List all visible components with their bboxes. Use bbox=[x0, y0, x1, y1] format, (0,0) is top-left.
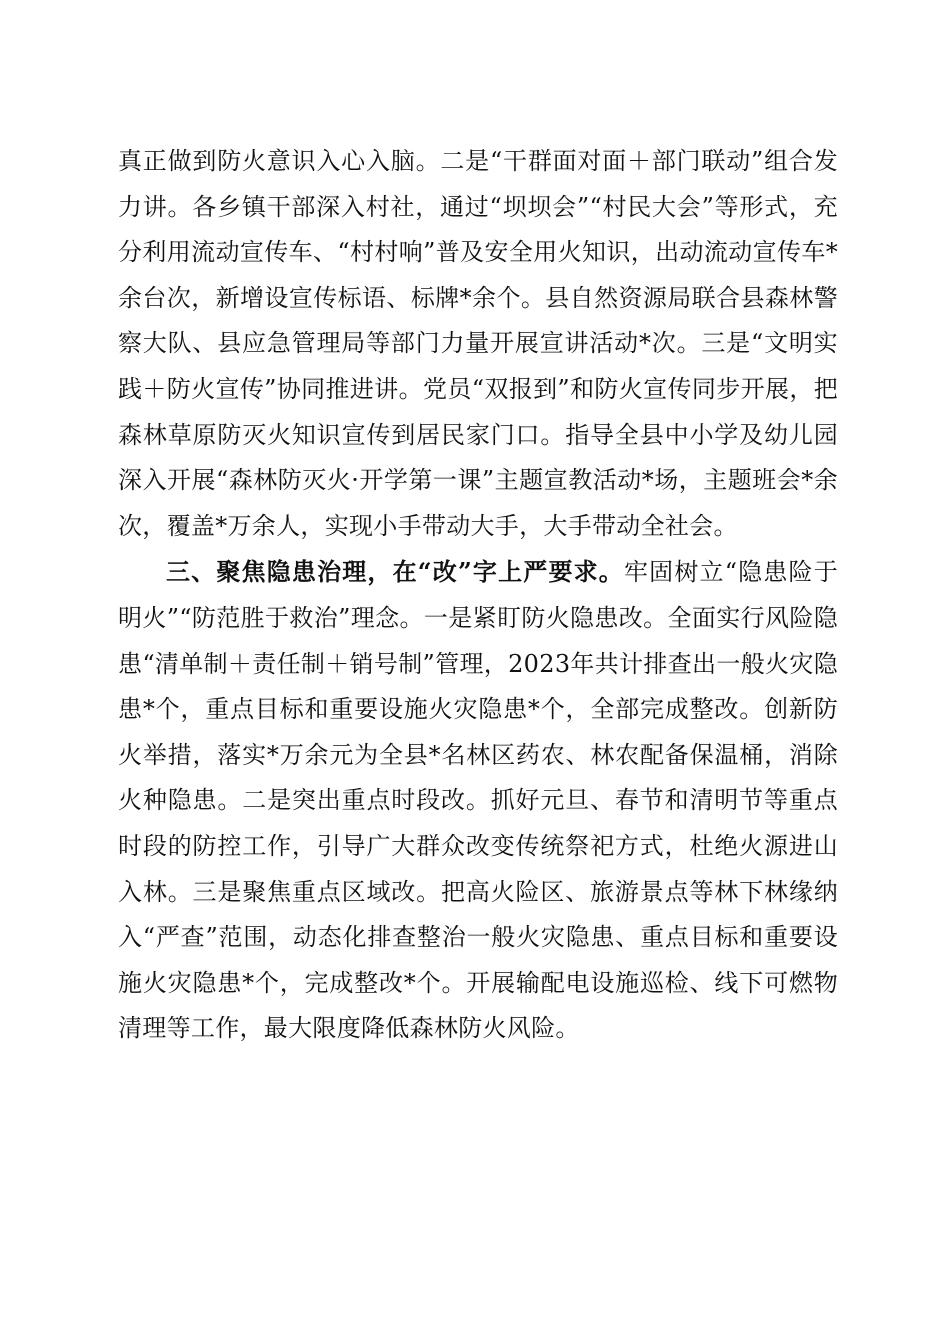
paragraph-section-three bbox=[118, 549, 838, 1052]
paragraph-continued: 真正做到防火意识入心入脑。二是“干群面对面＋部门联动”组合发力讲。各乡镇干部深入村社，通过“坝坝会”“村民大会”等形式，充分利用流动宣传车、“村村响”普及安全用火知识，出动流动宣传车*余台次，新增设宣传标语、标牌*余个。县自然资源局联合县森林警察大队、县应急管理局等部门力量开展宣讲活动*次。三是“文明实践＋防火宣传”协同推进讲。党员“双报到”和防火宣传同步开展，把森林草原防灭火知识宣传到居民家门口。指导全县中小学及幼儿园深入开展“森林防灭火·开学第一课”主题宣教活动*场，主题班会*余次，覆盖*万余人，实现小手带动大手，大手带动全社会。 bbox=[118, 147, 838, 540]
section-body: 牢固树立“隐患险于明火”“防范胜于救治”理念。一是紧盯防火隐患改。全面实行风险隐患“清单制＋责任制＋销号制”管理，2023年共计排查出一般火灾隐患*个，重点目标和重要设施火灾隐患*个，全部完成整改。创新防火举措，落实*万余元为全县*名林区药农、林农配备保温桶，消除火种隐患。二是突出重点时段改。抓好元旦、春节和清明节等重点时段的防控工作，引导广大群众改变传统祭祀方式，杜绝火源进山入林。三是聚焦重点区域改。把高火险区、旅游景点等林下林缘纳入“严查”范围，动态化排查整治一般火灾隐患、重点目标和重要设施火灾隐患*个，完成整改*个。开展输配电设施巡检、线下可燃物清理等工作，最大限度降低森林防火风险。 bbox=[118, 558, 838, 1043]
document-body bbox=[118, 139, 838, 1052]
section-heading: 三、聚焦隐患治理，在“改”字上严要求。 bbox=[166, 557, 624, 587]
